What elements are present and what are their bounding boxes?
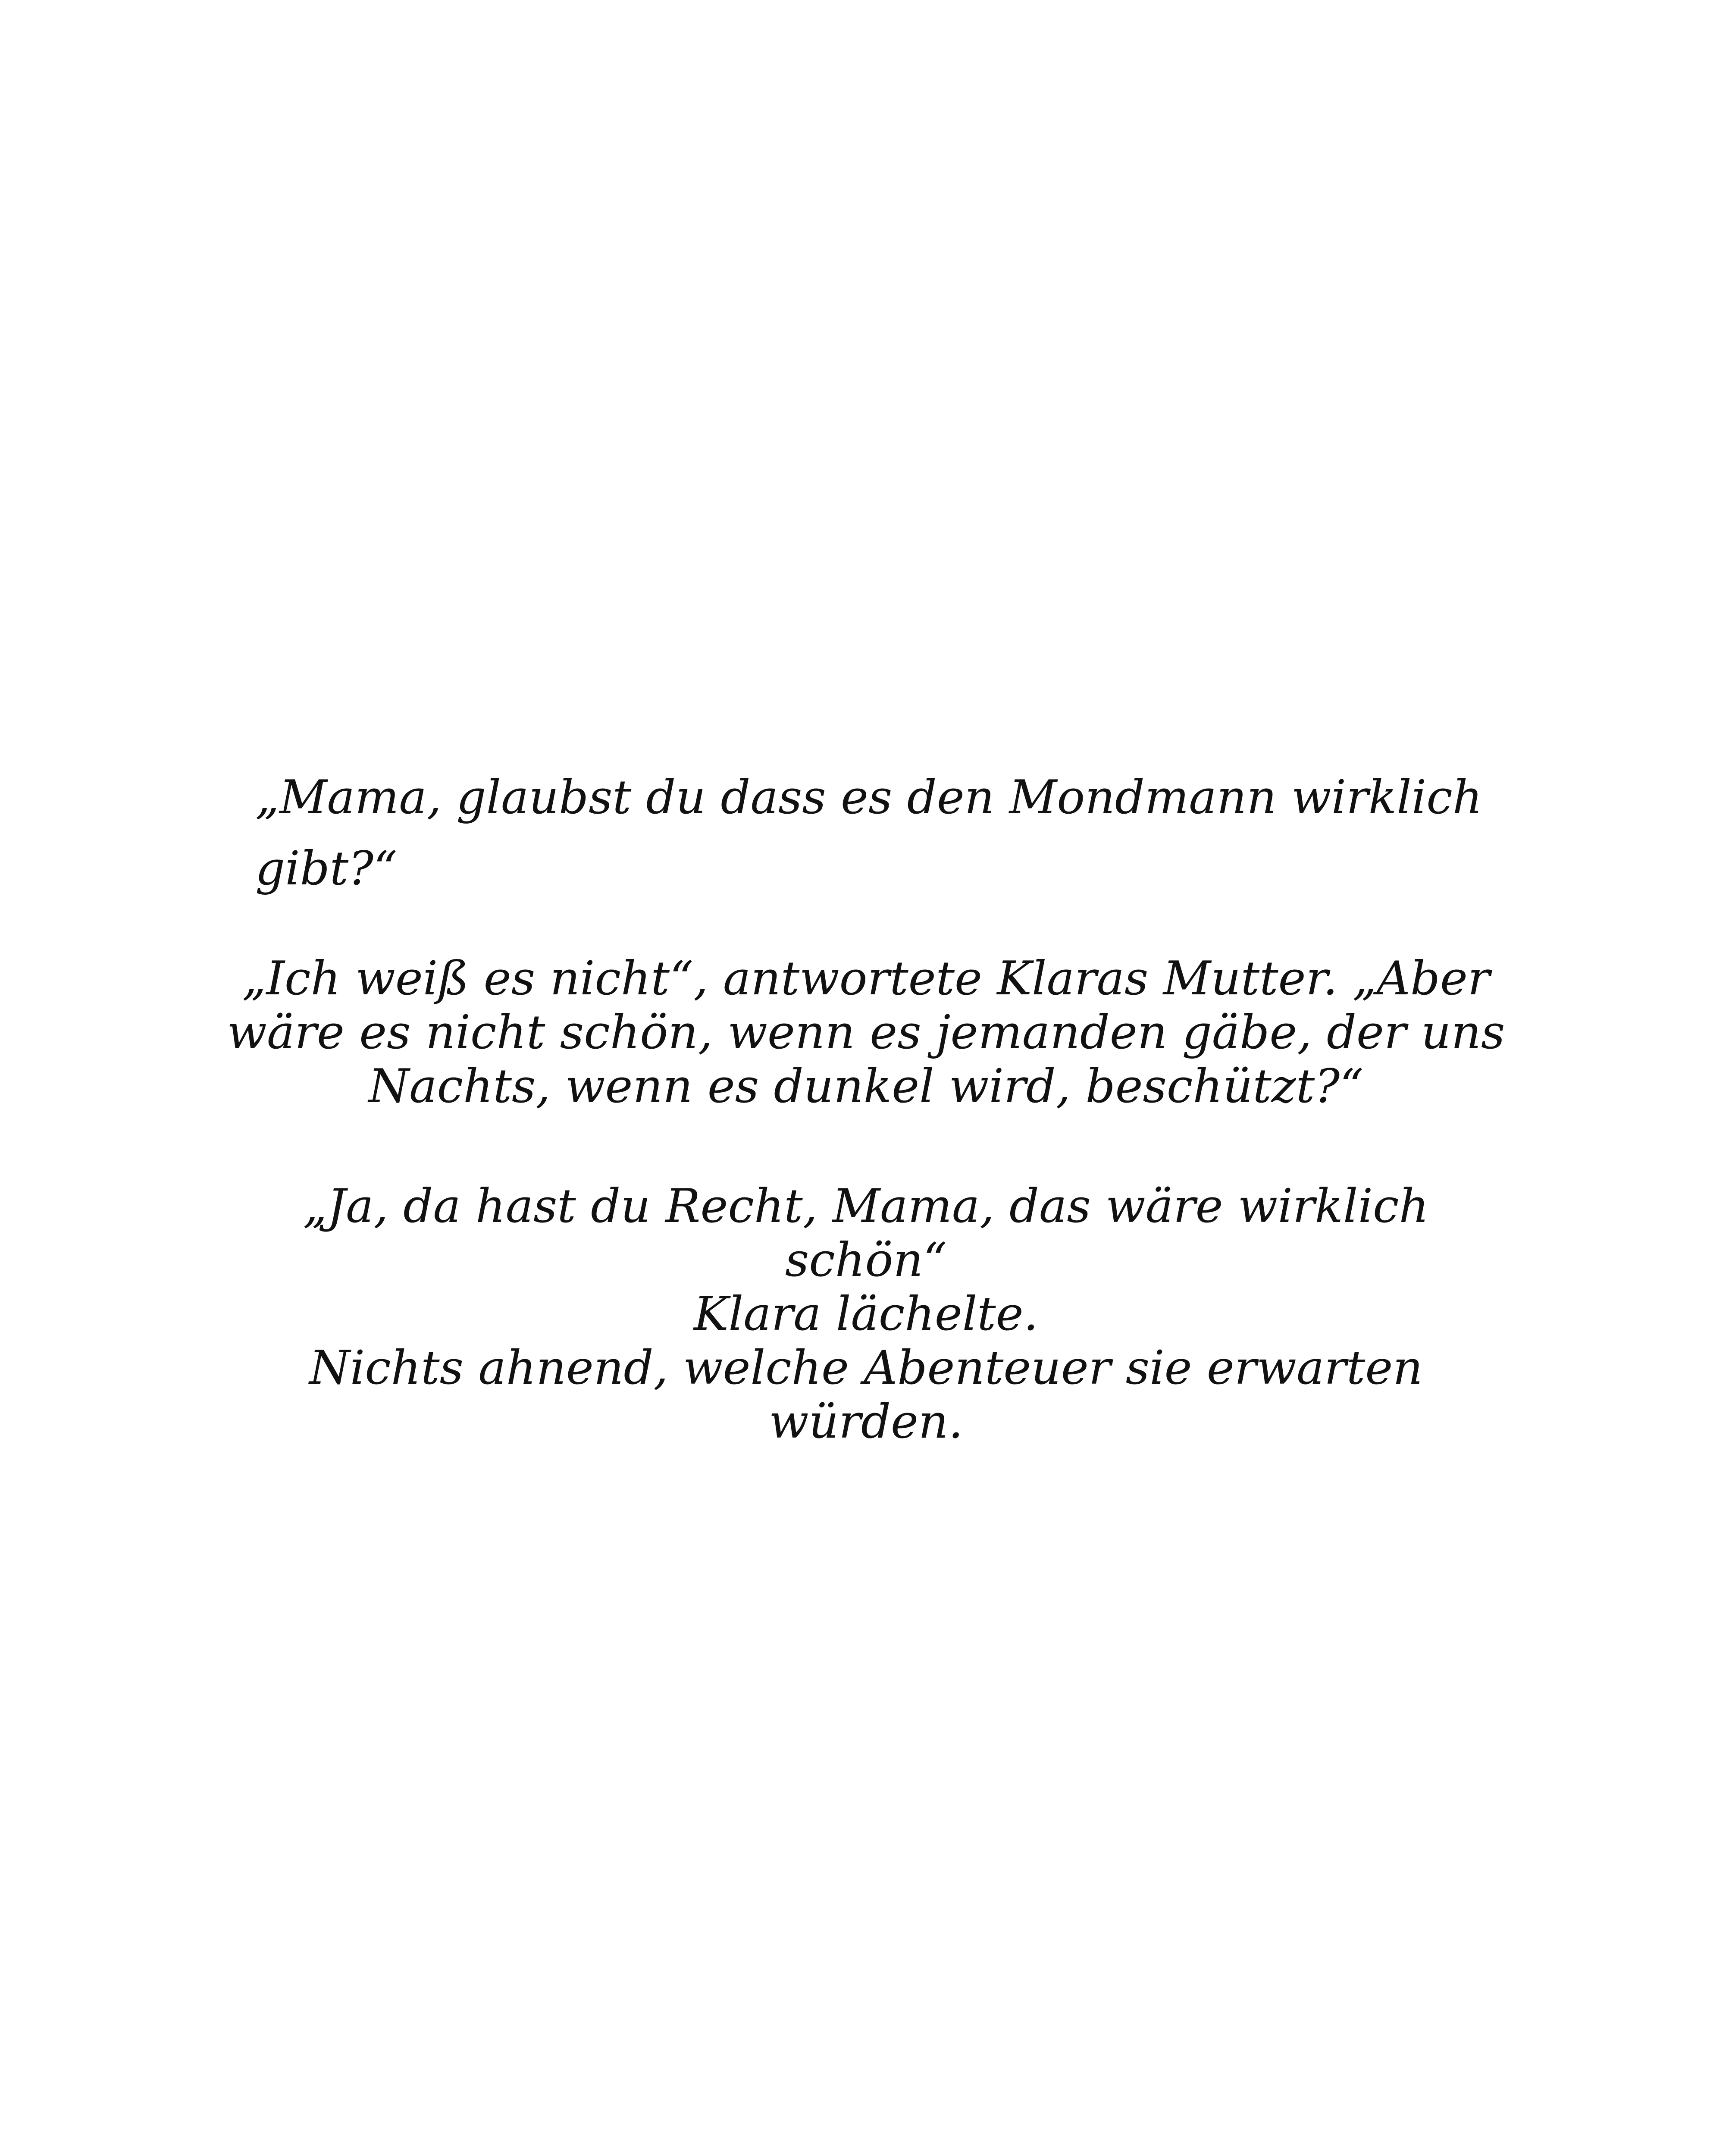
text-line: „Ich weiß es nicht“, antwortete Klaras Mutter. „Aber bbox=[242, 952, 1490, 1006]
text-line: „Mama, glaubst du dass es den Mondmann wirklich bbox=[255, 771, 1483, 824]
text-line: Nichts ahnend, welche Abenteuer sie erwarten bbox=[309, 1341, 1423, 1395]
text-line: Nachts, wenn es dunkel wird, beschützt?“ bbox=[368, 1059, 1364, 1113]
text-line: schön“ bbox=[785, 1233, 947, 1287]
text-line: gibt?“ bbox=[255, 842, 398, 896]
text-line: „Ja, da hast du Recht, Mama, das wäre wirklich bbox=[303, 1179, 1429, 1233]
text-line: wäre es nicht schön, wenn es jemanden gäbe, der uns bbox=[227, 1006, 1505, 1059]
text-line: würden. bbox=[769, 1395, 963, 1449]
text-line: Klara lächelte. bbox=[693, 1287, 1039, 1341]
